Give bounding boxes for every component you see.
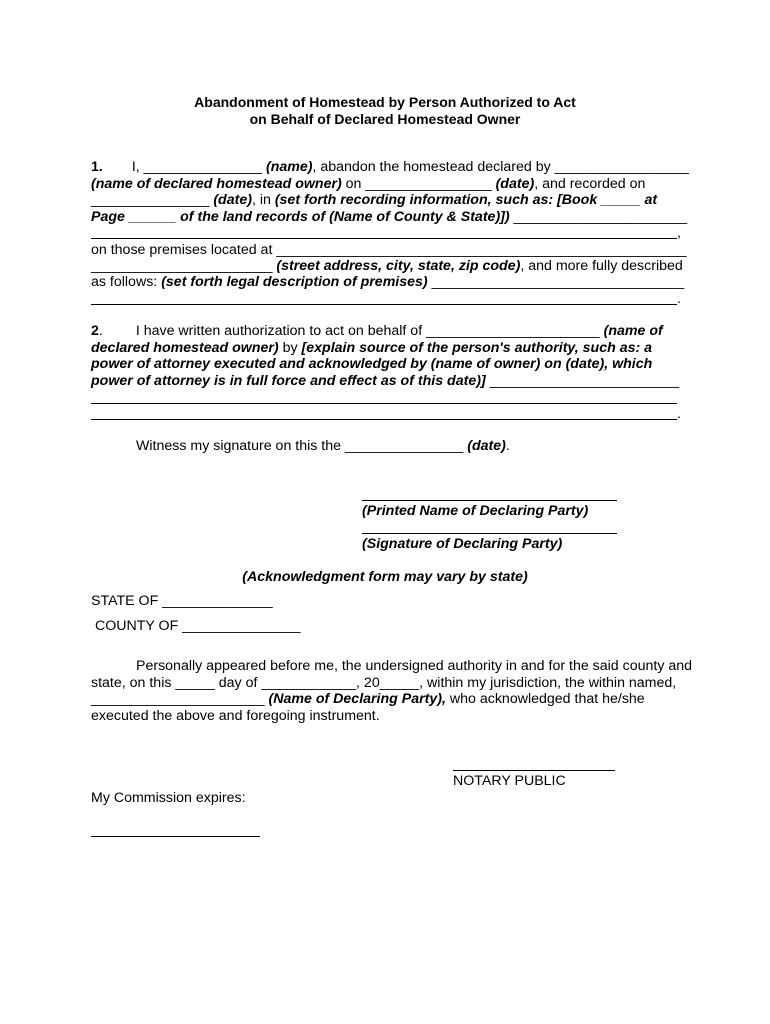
section-1-comma: ,: [677, 225, 681, 241]
notary-signature-line: [453, 770, 615, 771]
state-of-line: STATE OF ______________: [91, 593, 273, 609]
section-1-line-4: Page ______ of the land records of (Name of County & State)]) ______________________: [91, 209, 688, 225]
section-2-line-1: 2. I have written authorization to act on behalf of ______________________ (name of: [91, 323, 663, 339]
document-title-line-2: on Behalf of Declared Homestead Owner: [249, 111, 521, 127]
section-2-line-4: power of attorney is in full force and effect as of this date)] ________________________: [91, 373, 679, 389]
section-1-line-1: 1. I, _______________ (name), abandon the homestead declared by _________________: [91, 159, 689, 175]
acknowledgment-line-2: state, on this _____ day of ____________, 20_____, within my jurisdiction, the within named,: [91, 675, 677, 691]
section-2-period: .: [677, 406, 681, 422]
section-1-line-3: _______________ (date), in (set forth recording information, such as: [Book _____ at: [91, 192, 658, 208]
document-title-line-1: Abandonment of Homestead by Person Authorized to Act: [194, 94, 576, 110]
signature-label: (Signature of Declaring Party): [362, 536, 563, 552]
witness-line: Witness my signature on this the _______________ (date).: [136, 438, 510, 454]
acknowledgment-line-3: ______________________ (Name of Declaring Party), who acknowledged that he/she: [91, 691, 645, 707]
acknowledgment-line-4: executed the above and foregoing instrument.: [91, 708, 380, 724]
acknowledgment-heading: (Acknowledgment form may vary by state): [242, 569, 528, 585]
commission-expires-label: My Commission expires:: [91, 790, 246, 806]
section-2-line-3: power of attorney executed and acknowledged by (name of owner) on (date), which: [91, 356, 653, 372]
section-1-blank-line-1: [91, 238, 677, 239]
notary-public-label: NOTARY PUBLIC: [453, 773, 566, 789]
section-1-period: .: [677, 291, 681, 307]
acknowledgment-line-1: Personally appeared before me, the undersigned authority in and for the said county and: [136, 658, 693, 674]
section-1-blank-line-2: [91, 304, 677, 305]
section-1-number: 1.: [91, 159, 103, 175]
section-2-line-2: declared homestead owner) by [explain source of the person's authority, such as: a: [91, 340, 653, 356]
section-2-blank-line-1: [91, 403, 677, 404]
section-1-line-2: (name of declared homestead owner) on ________________ (date), and recorded on: [91, 176, 646, 192]
section-1-line-8: as follows: (set forth legal description of premises) ________________________________: [91, 274, 685, 290]
section-2-blank-line-2: [91, 419, 677, 420]
section-2-number: 2: [91, 323, 99, 339]
section-1-line-6: on those premises located at ____________________________________________________: [91, 242, 687, 258]
signature-line: [362, 533, 617, 534]
commission-expires-line: [91, 836, 260, 837]
county-of-line: COUNTY OF _______________: [91, 618, 301, 634]
section-1-line-7: _______________________ (street address, city, state, zip code), and more fully described: [91, 258, 683, 274]
printed-name-label: (Printed Name of Declaring Party): [362, 503, 589, 519]
printed-name-signature-line: [362, 500, 617, 501]
